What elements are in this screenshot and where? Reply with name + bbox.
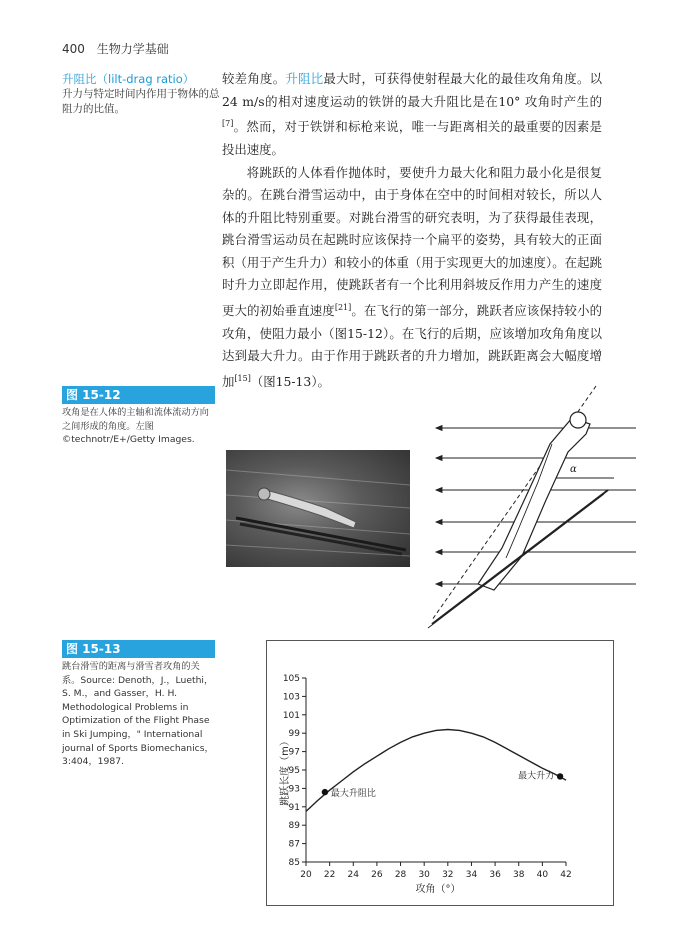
x-tick-label: 34: [465, 870, 478, 880]
jump-distance-chart: [266, 640, 614, 906]
glossary-term: 升阻比（lilt-drag ratio）: [62, 72, 195, 86]
y-axis-label: 跳跃长度（m）: [280, 736, 291, 806]
annotation-point: [322, 789, 328, 795]
margin-glossary: [62, 72, 220, 117]
x-tick-label: 20: [300, 870, 312, 880]
x-tick-label: 32: [442, 870, 454, 880]
figure-label-15-12: 图 15-12: [62, 386, 215, 404]
annotation-label: 最大升力: [518, 771, 555, 782]
glossary-definition: 升力与特定时间内作用于物体的总阻力的比值。: [62, 88, 220, 115]
y-tick-label: 85: [288, 858, 300, 868]
y-tick-label: 87: [288, 839, 300, 850]
text-run: 。在飞行的第一部分，跳跃者应该保持较小的攻角，使阻力最小（图15-12）。在飞行的后期，应该增加攻角角度以达到最大升力。由于作用于跳跃者的升力增加，跳跃距离会大幅度增加: [222, 303, 603, 390]
paragraph-2: [222, 162, 602, 394]
text-run: （图15-13）。: [250, 374, 330, 390]
x-tick-label: 40: [536, 870, 549, 880]
x-axis-label: 攻角（°）: [415, 884, 461, 895]
annotation-label: 最大升阻比: [330, 789, 376, 800]
text-run: 较差角度。: [222, 71, 286, 86]
y-tick-label: 103: [282, 692, 300, 703]
x-tick-label: 24: [347, 870, 359, 880]
x-tick-label: 26: [371, 870, 383, 880]
x-tick-label: 36: [489, 870, 501, 880]
series-line-jump-length: [306, 730, 566, 812]
attack-angle-diagram: [418, 380, 648, 630]
text-run: 最大时，可获得使射程最大化的最佳攻角角度。以24 m/s的相对速度运动的铁饼的最大升阻比是在10° 攻角时产生的: [222, 71, 603, 109]
y-tick-label: 93: [288, 784, 300, 795]
x-tick-label: 22: [323, 870, 336, 880]
text-run: 将跳跃的人体看作抛体时，要使升力最大化和阻力最小化是很复杂的。在跳台滑雪运动中，由于身体在空中的时间相对较长，所以人体的升阻比特别重要。对跳台滑雪的研究表明，为了获得最佳表现，跳台滑雪运动员在起跳时应该保持一个扁平的姿势，具有较大的正面积（用于产生升力）和较小的体重（用于实现更大的加速度）。在起跳时升力立即起作用，使跳跃者有一个比利用斜坡反作用力产生的速度更大的初始垂直速度: [222, 164, 602, 319]
figure-label-15-13: 图 15-13: [62, 640, 215, 658]
page-number: 400: [62, 42, 85, 56]
chart-axes: [306, 678, 566, 862]
y-tick-label: 91: [288, 802, 300, 813]
ski-jumper-photo-art: [226, 450, 410, 567]
figure-caption-15-13: 跳台滑雪的距离与滑雪者攻角的关系。Source: Denoth，J.，Luethi，S. M.，and Gasser，H. H. Methodological Problems in Optimization of the Flight Phase in Ski Jumping，" International journal of Sports Biomechanics，3:404，1987.: [62, 661, 214, 768]
chart-annotations: [322, 769, 564, 799]
y-tick-label: 89: [288, 821, 300, 832]
annotation-point: [557, 773, 563, 779]
citation: [15]: [234, 373, 251, 383]
y-tick-label: 99: [288, 729, 300, 740]
body-text: [222, 68, 602, 394]
page-header: [62, 40, 169, 57]
x-tick-label: 30: [418, 870, 430, 880]
paragraph-1: [222, 68, 602, 162]
x-tick-label: 38: [513, 870, 525, 880]
text-run: 。然而，对于铁饼和标枪来说，唯一与距离相关的最重要的因素是投出速度。: [222, 119, 602, 157]
figure-caption-15-12: 攻角是在人体的主轴和流体流动方向之间形成的角度。左图 ©technotr/E+/Getty Images.: [62, 407, 209, 446]
y-tick-label: 105: [282, 674, 300, 684]
ski-jumper-photo: [226, 450, 410, 567]
y-tick-label: 97: [288, 747, 300, 758]
book-title: 生物力学基础: [96, 42, 169, 56]
alpha-label: α: [570, 464, 577, 475]
x-tick-label: 42: [560, 870, 572, 880]
highlighted-term: 升阻比: [285, 71, 324, 86]
citation: [7]: [222, 119, 234, 129]
citation: [21]: [334, 303, 352, 313]
x-tick-label: 28: [394, 870, 407, 880]
y-tick-label: 95: [288, 766, 300, 776]
y-tick-label: 101: [282, 710, 300, 721]
